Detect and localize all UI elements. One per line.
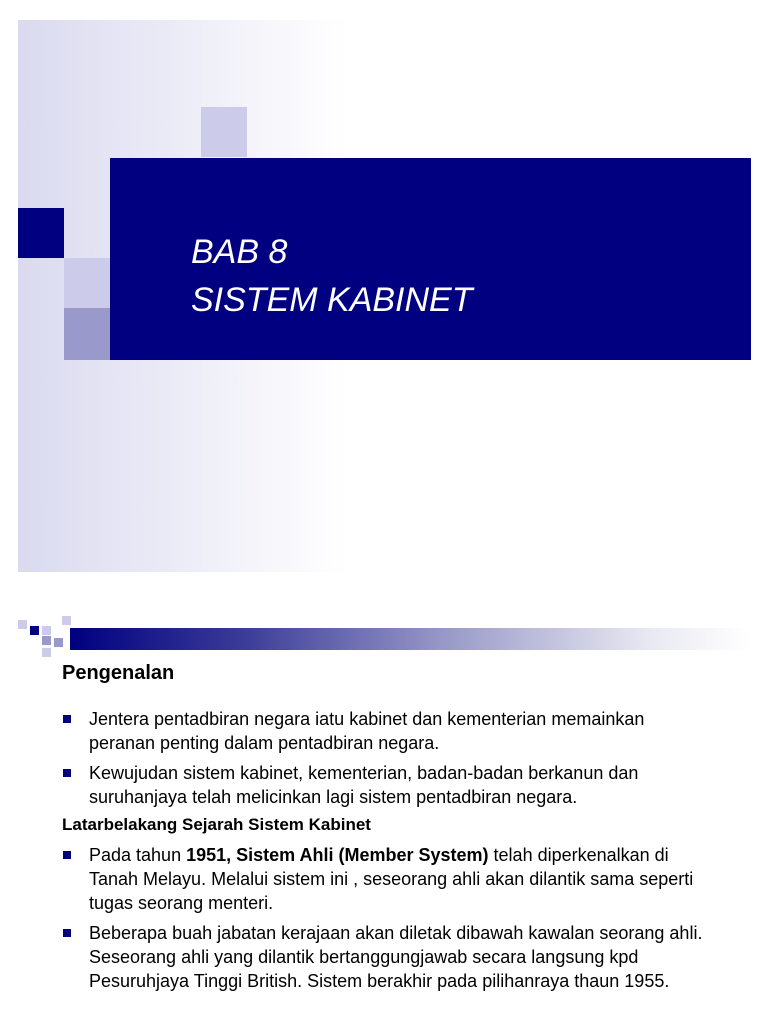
- deco-square: [201, 107, 247, 157]
- bullet-text-post: telah diperkenalkan di Tanah Melayu. Melalui sistem ini , seseorang ahli akan dilantik sama seperti tugas seorang menteri.: [89, 845, 694, 913]
- mini-square: [42, 648, 51, 657]
- deco-square: [64, 308, 110, 360]
- header-decoration: [18, 614, 750, 658]
- mini-square: [62, 616, 71, 625]
- list-item: Beberapa buah jabatan kerajaan akan diletak dibawah kawalan seorang ahli. Seseorang ahli yang dilantik bertanggungjawab secara langsung kpd Pesuruhjaya Tinggi British. Sistem berakhir pada pilihanraya thaun 1955.: [62, 921, 712, 993]
- list-item: Jentera pentadbiran negara iatu kabinet dan kementerian memainkan peranan penting dalam pentadbiran negara.: [62, 707, 712, 755]
- bullet-text-bold: 1951, Sistem Ahli (Member System): [186, 845, 489, 865]
- history-bullet-list: [62, 843, 712, 993]
- section-heading: Pengenalan: [62, 662, 175, 684]
- title-line-1: BAB 8: [191, 233, 288, 271]
- list-item: [62, 843, 712, 915]
- list-item: Kewujudan sistem kabinet, kementerian, badan-badan berkanun dan suruhanjaya telah melicinkan lagi sistem pentadbiran negara.: [62, 761, 712, 809]
- mini-square: [54, 638, 63, 647]
- deco-square: [18, 208, 64, 258]
- mini-square: [42, 636, 51, 645]
- slide-title: [191, 228, 473, 324]
- mini-square: [18, 620, 27, 629]
- gradient-bar: [70, 628, 750, 650]
- intro-bullet-list: [62, 707, 712, 809]
- mini-square: [30, 626, 39, 635]
- bullet-text-pre: Pada tahun: [89, 845, 187, 865]
- deco-square: [64, 258, 110, 308]
- title-line-2: SISTEM KABINET: [191, 281, 473, 319]
- mini-square: [42, 626, 51, 635]
- sub-heading: Latarbelakang Sejarah Sistem Kabinet: [62, 815, 371, 834]
